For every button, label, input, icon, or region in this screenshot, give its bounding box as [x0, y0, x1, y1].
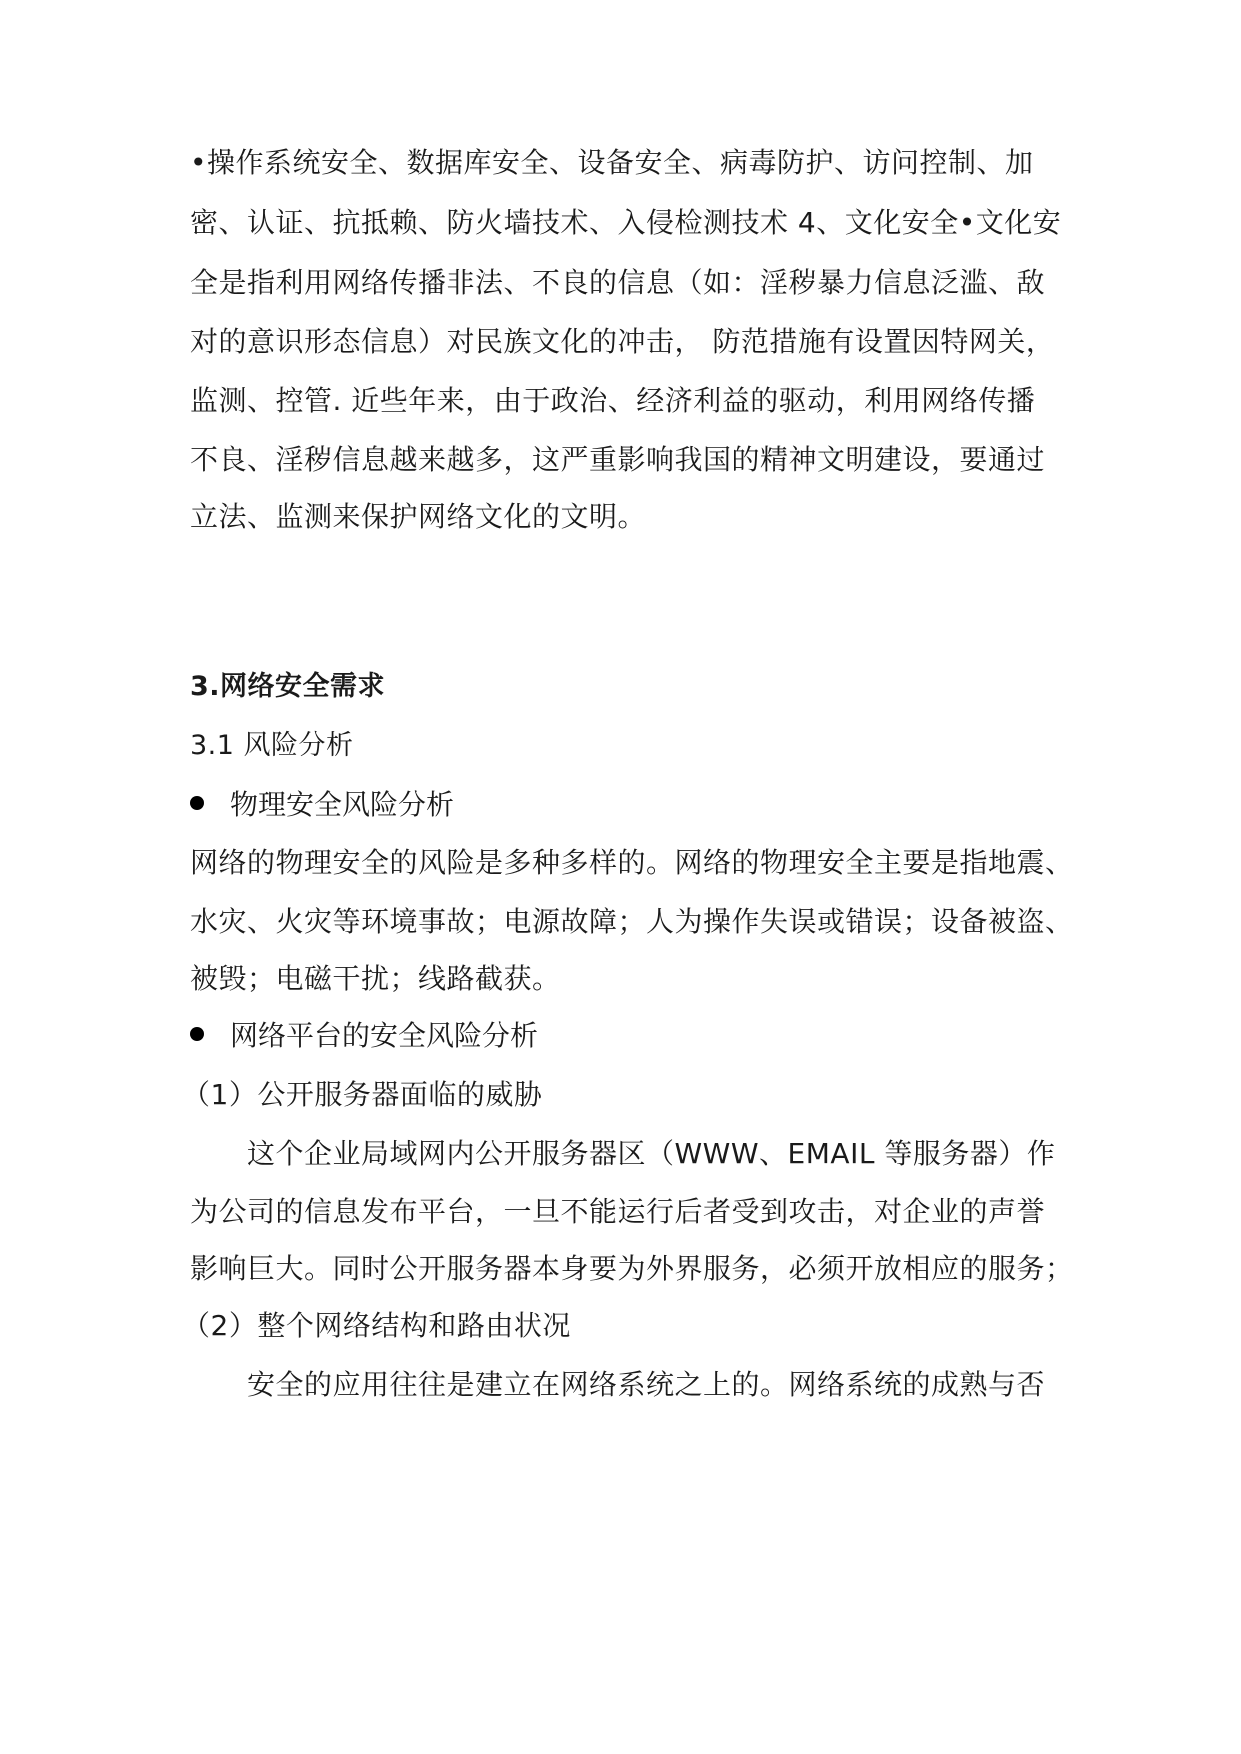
paragraph-line: •操作系统安全、数据库安全、设备安全、病毒防护、访问控制、加	[190, 146, 1034, 179]
subsection-heading: 3.1 风险分析	[190, 730, 354, 761]
paragraph-line: 这个企业局域网内公开服务器区（WWW、EMAIL 等服务器）作	[247, 1137, 1056, 1170]
paragraph-line: 密、认证、抗抵赖、防火墙技术、入侵检测技术 4、文化安全•文化安	[190, 206, 1062, 239]
bullet-label: 物理安全风险分析	[230, 788, 455, 821]
bullet-dot-icon	[190, 796, 204, 810]
paragraph-line: 影响巨大。同时公开服务器本身要为外界服务，必须开放相应的服务；	[190, 1252, 1074, 1285]
paragraph-line: 对的意识形态信息）对民族文化的冲击， 防范措施有设置因特网关，	[190, 325, 1055, 358]
paragraph-line: 监测、控管. 近些年来，由于政治、经济利益的驱动，利用网络传播	[190, 384, 1036, 417]
paragraph-line: 网络的物理安全的风险是多种多样的。网络的物理安全主要是指地震、	[190, 846, 1074, 879]
bullet-item	[190, 1016, 538, 1056]
paragraph-line: 安全的应用往往是建立在网络系统之上的。网络系统的成熟与否	[247, 1368, 1046, 1401]
numbered-item-title: （2）整个网络结构和路由状况	[182, 1309, 571, 1342]
paragraph-line: 为公司的信息发布平台，一旦不能运行后者受到攻击，对企业的声誉	[190, 1195, 1046, 1228]
paragraph-line: 被毁；电磁干扰；线路截获。	[190, 962, 561, 995]
paragraph-line: 不良、淫秽信息越来越多，这严重影响我国的精神文明建设，要通过	[190, 443, 1046, 476]
bullet-label: 网络平台的安全风险分析	[230, 1019, 539, 1052]
numbered-item-title: （1）公开服务器面临的威胁	[182, 1078, 543, 1111]
paragraph-line: 全是指利用网络传播非法、不良的信息（如：淫秽暴力信息泛滥、敌	[190, 266, 1046, 299]
paragraph-line: 立法、监测来保护网络文化的文明。	[190, 500, 647, 533]
bullet-dot-icon	[190, 1027, 204, 1041]
paragraph-line: 水灾、火灾等环境事故；电源故障；人为操作失误或错误；设备被盗、	[190, 905, 1074, 938]
section-heading: 3.网络安全需求	[190, 671, 386, 702]
bullet-item	[190, 785, 454, 825]
